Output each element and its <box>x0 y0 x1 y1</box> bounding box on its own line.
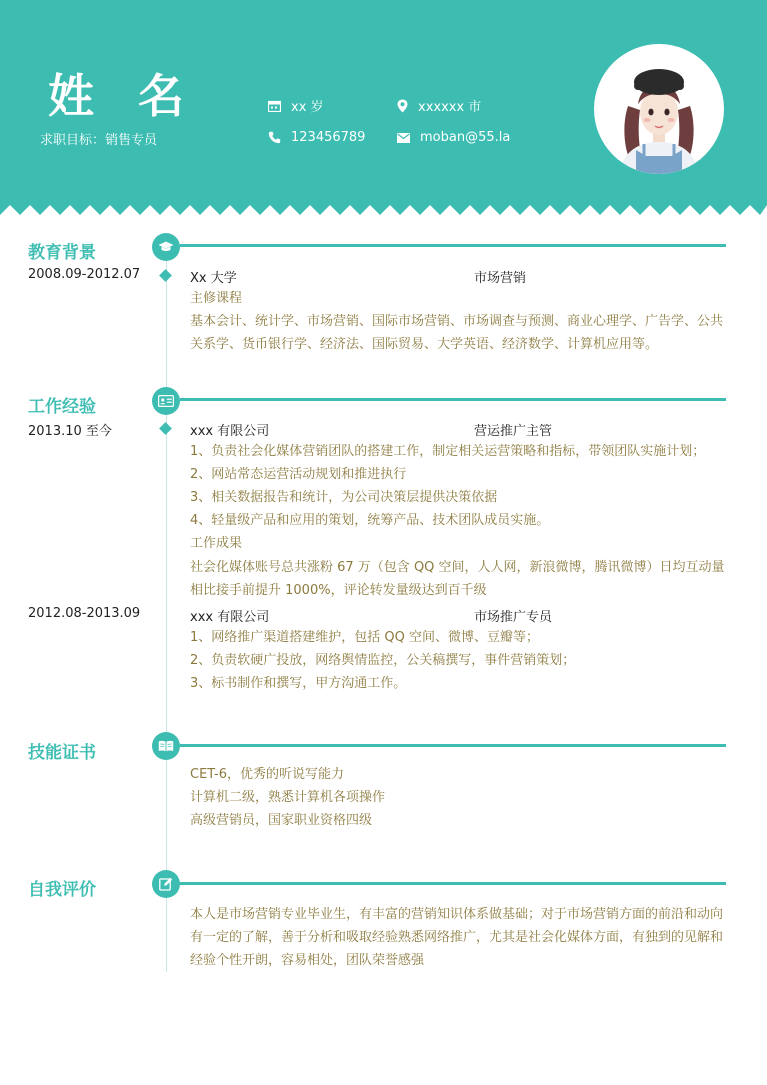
graduation-cap-icon <box>158 241 174 253</box>
skill-2: 计算机二级，熟悉计算机各项操作 <box>190 790 386 805</box>
education-title: 教育背景 <box>28 243 96 263</box>
major-name: 市场营销 <box>474 271 527 286</box>
skills-rule <box>180 744 726 747</box>
job-1-duty-3: 3、相关数据报告和统计，为公司决策层提供决策依据 <box>190 490 498 505</box>
skill-3: 高级营销员，国家职业资格四级 <box>190 813 373 828</box>
self-eval-rule <box>180 882 726 885</box>
timeline-marker <box>159 269 172 282</box>
skills-icon-badge <box>152 732 180 760</box>
self-eval-icon-badge <box>152 870 180 898</box>
job-1-duty-4: 4、轻量级产品和应用的策划，统筹产品、技术团队成员实施。 <box>190 513 550 528</box>
age-text: xx 岁 <box>291 100 324 115</box>
education-icon-badge <box>152 233 180 261</box>
courses-label: 主修课程 <box>190 291 243 306</box>
job-2-company: xxx 有限公司 <box>190 610 270 625</box>
zigzag-edge <box>0 199 767 219</box>
timeline-marker <box>159 422 172 435</box>
email-text: moban@55.la <box>420 130 511 145</box>
open-book-icon <box>158 740 174 752</box>
work-icon-badge <box>152 387 180 415</box>
job-1-duty-2: 2、网站常态运营活动规划和推进执行 <box>190 467 407 482</box>
school-name: Xx 大学 <box>190 271 237 286</box>
age-info <box>268 96 324 115</box>
job-2-duty-1: 1、网络推广渠道搭建维护，包括 QQ 空间、微博、豆瓣等； <box>190 630 540 645</box>
city-info <box>397 96 481 115</box>
calendar-icon <box>268 100 281 112</box>
phone-text: 123456789 <box>291 130 366 145</box>
job-1-company: xxx 有限公司 <box>190 424 270 439</box>
email-info <box>397 130 510 145</box>
job-1-duty-1: 1、负责社会化媒体营销团队的搭建工作，制定相关运营策略和指标，带领团队实施计划； <box>190 444 706 459</box>
job-1-result-label: 工作成果 <box>190 536 243 551</box>
city-text: xxxxxx 市 <box>418 100 482 115</box>
job-2-date: 2012.08-2013.09 <box>28 606 141 621</box>
self-eval-title: 自我评价 <box>28 880 96 900</box>
candidate-name: 姓 名 <box>48 69 199 123</box>
job-2-duty-2: 2、负责软硬广投放，网络舆情监控，公关稿撰写，事件营销策划； <box>190 653 576 668</box>
education-rule <box>180 244 726 247</box>
job-1-result: 社会化媒体账号总共涨粉 67 万（包含 QQ 空间，人人网，新浪微博，腾讯微博）日均互动量相比接手前提升 1000%，评论转发量级达到百千级 <box>190 560 725 598</box>
location-pin-icon <box>397 99 408 113</box>
avatar <box>594 44 724 174</box>
skill-1: CET-6，优秀的听说写能力 <box>190 767 345 782</box>
education-date: 2008.09-2012.07 <box>28 267 141 282</box>
girl-portrait-illustration <box>594 44 724 174</box>
job-1-role: 营运推广主管 <box>474 424 553 439</box>
work-rule <box>180 398 726 401</box>
id-card-icon <box>158 395 174 407</box>
envelope-icon <box>397 133 410 143</box>
job-2-role: 市场推广专员 <box>474 610 553 625</box>
job-1-date: 2013.10 至今 <box>28 424 112 439</box>
phone-icon <box>268 131 281 144</box>
self-eval-text: 本人是市场营销专业毕业生，有丰富的营销知识体系做基础；对于市场营销方面的前沿和动向有一定的了解，善于分析和吸取经验熟悉网络推广，尤其是社会化媒体方面，有独到的见解和经验个性开朗，容易相处，团队荣誉感强 <box>190 907 724 968</box>
skills-title: 技能证书 <box>28 743 96 763</box>
courses-text: 基本会计、统计学、市场营销、国际市场营销、市场调查与预测、商业心理学、广告学、公共关系学、货币银行学、经济法、国际贸易、大学英语、经济数学、计算机应用等。 <box>190 314 724 352</box>
work-title: 工作经验 <box>28 397 96 417</box>
timeline-line <box>166 250 167 972</box>
job-target: 求职目标：销售专员 <box>40 133 158 148</box>
edit-icon <box>159 877 173 891</box>
phone-info <box>268 130 365 145</box>
job-2-duty-3: 3、标书制作和撰写，甲方沟通工作。 <box>190 676 407 691</box>
